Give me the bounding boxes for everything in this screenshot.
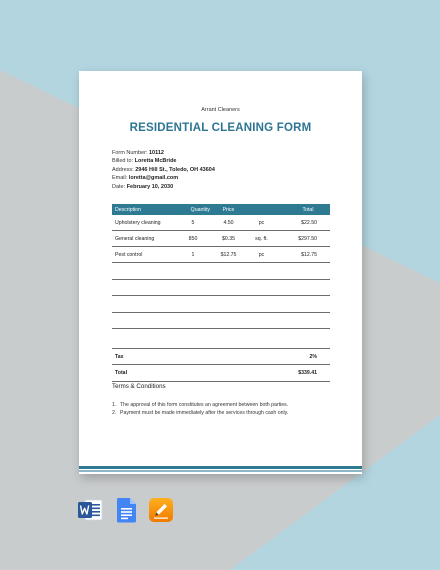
empty-row bbox=[112, 280, 330, 297]
cell-unit: pc bbox=[258, 219, 265, 226]
document-page bbox=[79, 71, 362, 474]
form-title: RESIDENTIAL CLEANING FORM bbox=[129, 122, 312, 134]
tax-value: 2% bbox=[309, 353, 317, 360]
info-form-number: Form Number: 10112 bbox=[112, 150, 164, 156]
cell-total: $12.75 bbox=[301, 251, 317, 258]
cell-description: Pest control bbox=[115, 251, 143, 258]
header-description: Description bbox=[115, 206, 141, 213]
terms-heading: Terms & Conditions bbox=[112, 383, 166, 390]
table-header bbox=[112, 204, 330, 215]
footer-bar-thin bbox=[79, 470, 362, 472]
info-date: Date: February 10, 2030 bbox=[112, 183, 174, 190]
list-item: 1. The approval of this form constitutes an agreement between both parties. bbox=[112, 402, 289, 408]
empty-row bbox=[112, 329, 330, 349]
cell-quantity: 850 bbox=[188, 235, 198, 242]
total-label: Total bbox=[115, 370, 128, 376]
header-price: Price bbox=[222, 206, 235, 213]
pages-icon[interactable] bbox=[148, 497, 174, 523]
empty-row bbox=[112, 313, 330, 330]
cell-unit: sq. ft. bbox=[255, 235, 268, 242]
cell-quantity: 1 bbox=[191, 251, 195, 258]
header-quantity: Quantity bbox=[190, 206, 210, 213]
table-row bbox=[112, 215, 330, 231]
cell-price: $12.75 bbox=[220, 251, 237, 258]
header-total: Total bbox=[302, 206, 314, 213]
tax-row bbox=[112, 349, 330, 365]
google-docs-icon[interactable] bbox=[117, 497, 137, 523]
billing-info bbox=[112, 149, 215, 191]
empty-row bbox=[112, 263, 330, 280]
total-value: $339.41 bbox=[298, 370, 317, 376]
empty-row bbox=[112, 296, 330, 313]
cell-total: $297.50 bbox=[298, 235, 317, 242]
terms-list bbox=[112, 401, 288, 417]
list-item: 2. Payment must be made immediately after the services through cash only. bbox=[112, 410, 289, 416]
word-icon[interactable] bbox=[77, 497, 103, 523]
total-row bbox=[112, 365, 330, 382]
cell-price: $0.35 bbox=[222, 235, 235, 242]
info-address: Address: 2946 Hill St., Toledo, OH 43604 bbox=[112, 166, 215, 173]
table-row bbox=[112, 231, 330, 247]
info-email: Email: loretta@gmail.com bbox=[112, 175, 179, 182]
table-row bbox=[112, 247, 330, 263]
cell-description: General cleaning bbox=[115, 235, 155, 242]
cell-quantity: 5 bbox=[191, 219, 195, 226]
cell-unit: pc bbox=[258, 251, 265, 258]
cell-description: Upholstery cleaning bbox=[115, 219, 161, 226]
company-name: Arrant Cleaners bbox=[201, 107, 240, 113]
footer-bar bbox=[79, 466, 362, 469]
cell-price: 4.50 bbox=[223, 219, 234, 226]
items-table bbox=[112, 204, 330, 382]
info-billed-to: Billed to: Loretta McBride bbox=[112, 158, 177, 165]
cell-total: $22.50 bbox=[301, 219, 317, 226]
tax-label: Tax bbox=[115, 353, 124, 360]
